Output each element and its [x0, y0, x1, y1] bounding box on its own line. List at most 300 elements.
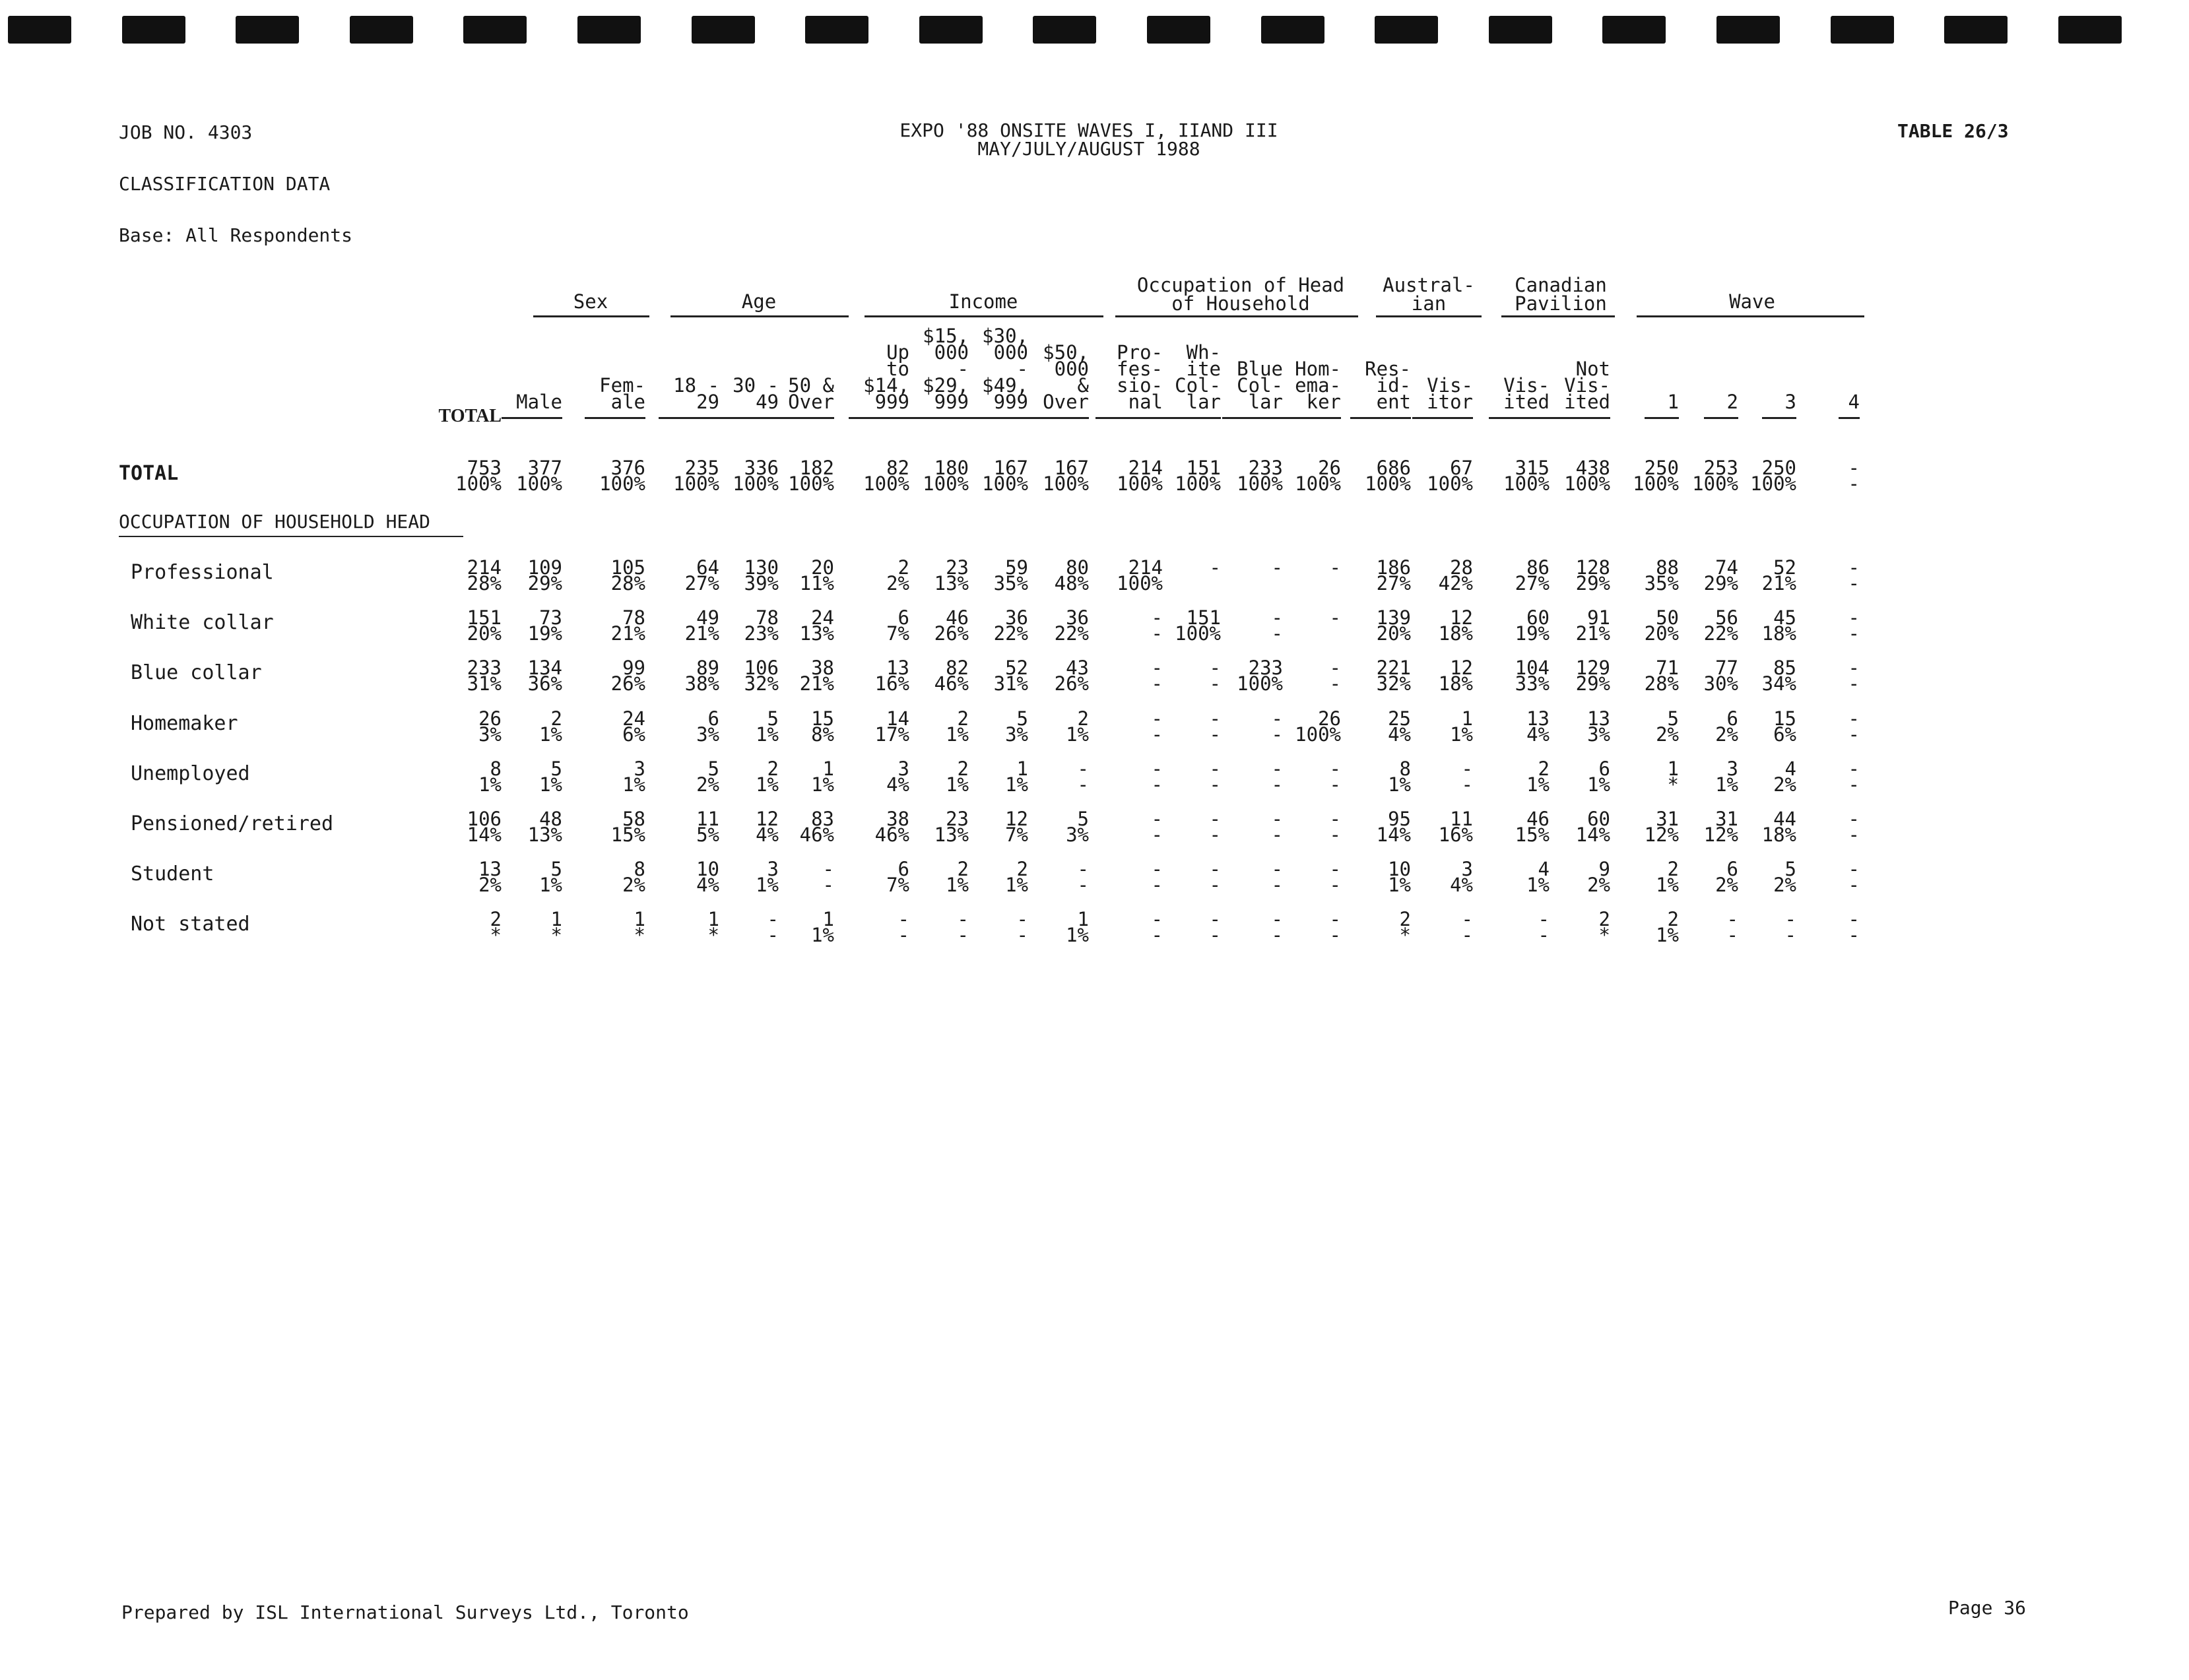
total-cell-visitor: 67 100%: [1427, 457, 1473, 495]
section-title: CLASSIFICATION DATA: [119, 173, 331, 195]
total-row-label: TOTAL: [119, 462, 179, 485]
row-cell-not-visited: 2 *: [1598, 908, 1610, 947]
row-cell-male: 5 1%: [539, 858, 562, 897]
row-cell-white-collar: -: [1209, 556, 1221, 579]
row-cell-female: 8 2%: [622, 858, 645, 897]
row-cell-income-50000-over: 2 1%: [1066, 707, 1089, 746]
row-cell-total: 233 31%: [467, 657, 502, 695]
row-cell-age-50-over: 24 13%: [799, 606, 834, 645]
group-canadian: [1498, 276, 1623, 313]
row-cell-wave-1: 5 2%: [1656, 707, 1679, 746]
punch-hole: [350, 16, 413, 44]
column-rule-visitor: [1412, 417, 1473, 419]
row-cell-wave-3: 85 34%: [1761, 657, 1796, 695]
row-cell-income-15000-29999: 2 1%: [946, 858, 969, 897]
report-title-line2: MAY/JULY/AUGUST 1988: [977, 138, 1200, 160]
row-label: Student: [131, 862, 214, 886]
total-cell-age-18-29: 235 100%: [673, 457, 719, 495]
row-cell-income-15000-29999: 23 13%: [934, 556, 969, 595]
group-occupation: [1115, 276, 1366, 313]
punch-hole: [1261, 16, 1324, 44]
row-cell-age-50-over: 20 11%: [799, 556, 834, 595]
punch-hole-strip: [0, 12, 2189, 51]
row-cell-wave-4: - -: [1848, 707, 1860, 746]
row-cell-wave-2: 3 1%: [1715, 757, 1738, 796]
report-title: [726, 121, 1452, 158]
row-cell-white-collar: - -: [1209, 657, 1221, 695]
row-cell-visitor: 28 42%: [1438, 556, 1473, 595]
group-sex-underline: [533, 315, 649, 317]
punch-hole: [919, 16, 983, 44]
row-cell-wave-4: - -: [1848, 858, 1860, 897]
column-header-income-15000-29999: $15, 000 - $29, 999: [923, 325, 969, 413]
column-rule-white-collar: [1160, 417, 1221, 419]
total-cell-white-collar: 151 100%: [1175, 457, 1221, 495]
group-occupation-line2: of Household: [1171, 292, 1310, 315]
row-cell-resident: 186 27%: [1376, 556, 1411, 595]
punch-hole: [1944, 16, 2008, 44]
row-cell-age-50-over: - -: [822, 858, 834, 897]
group-canadian-underline: [1501, 315, 1615, 317]
column-header-total: TOTAL: [438, 406, 502, 426]
row-cell-male: 109 29%: [527, 556, 562, 595]
row-cell-homemaker: - -: [1329, 908, 1341, 947]
job-number: JOB NO. 4303: [119, 121, 253, 143]
row-cell-total: 2 *: [490, 908, 502, 947]
row-cell-income-50000-over: 80 48%: [1054, 556, 1089, 595]
row-cell-professional: - -: [1151, 808, 1163, 846]
section-heading: OCCUPATION OF HOUSEHOLD HEAD: [119, 511, 431, 533]
column-rule-wave-1: [1645, 417, 1679, 419]
row-cell-female: 24 6%: [622, 707, 645, 746]
row-cell-homemaker: - -: [1329, 808, 1341, 846]
row-cell-income-15000-29999: - -: [957, 908, 969, 947]
row-cell-visitor: 12 18%: [1438, 657, 1473, 695]
column-rule-visited: [1489, 417, 1550, 419]
punch-hole: [1147, 16, 1210, 44]
group-age: Age: [741, 290, 777, 313]
row-cell-male: 1 *: [550, 908, 562, 947]
column-header-age-30-49: 30 - 49: [733, 374, 779, 413]
row-cell-age-50-over: 83 46%: [799, 808, 834, 846]
row-cell-age-30-49: - -: [767, 908, 779, 947]
column-rule-wave-3: [1762, 417, 1796, 419]
punch-hole: [463, 16, 527, 44]
column-rule-resident: [1350, 417, 1411, 419]
column-header-income-30000-49999: $30, 000 - $49, 999: [982, 325, 1028, 413]
row-cell-income-30000-49999: 2 1%: [1005, 858, 1028, 897]
column-header-visited: Vis- ited: [1503, 374, 1550, 413]
punch-hole: [2058, 16, 2122, 44]
row-cell-income-up-to-14999: 14 17%: [874, 707, 909, 746]
row-cell-not-visited: 129 29%: [1575, 657, 1610, 695]
row-cell-wave-3: - -: [1784, 908, 1796, 947]
row-cell-income-15000-29999: 23 13%: [934, 808, 969, 846]
group-wave: Wave: [1729, 290, 1775, 313]
row-cell-income-50000-over: 1 1%: [1066, 908, 1089, 947]
base-note: Base: All Respondents: [119, 224, 353, 246]
row-cell-white-collar: 151 100%: [1175, 606, 1221, 645]
row-cell-wave-2: 6 2%: [1715, 858, 1738, 897]
row-cell-age-50-over: 38 21%: [799, 657, 834, 695]
row-cell-wave-1: 71 28%: [1644, 657, 1679, 695]
row-cell-age-30-49: 12 4%: [756, 808, 779, 846]
total-cell-not-visited: 438 100%: [1564, 457, 1610, 495]
row-cell-blue-collar: - -: [1271, 707, 1283, 746]
row-cell-professional: - -: [1151, 858, 1163, 897]
row-cell-age-30-49: 5 1%: [756, 707, 779, 746]
punch-hole: [1033, 16, 1096, 44]
row-cell-wave-3: 15 6%: [1773, 707, 1796, 746]
row-cell-homemaker: -: [1329, 556, 1341, 579]
row-cell-total: 13 2%: [478, 858, 502, 897]
row-cell-female: 105 28%: [610, 556, 645, 595]
row-cell-visitor: - -: [1461, 908, 1473, 947]
row-cell-income-30000-49999: 59 35%: [993, 556, 1028, 595]
column-header-female: Fem- ale: [599, 374, 645, 413]
row-cell-income-30000-49999: 5 3%: [1005, 707, 1028, 746]
row-label: White collar: [131, 611, 274, 635]
group-australian: [1366, 276, 1491, 313]
column-header-blue-collar: Blue Col- lar: [1237, 358, 1283, 413]
row-cell-female: 3 1%: [622, 757, 645, 796]
row-cell-white-collar: - -: [1209, 707, 1221, 746]
total-cell-visited: 315 100%: [1503, 457, 1550, 495]
punch-hole: [8, 16, 71, 44]
group-wave-underline: [1637, 315, 1864, 317]
row-cell-age-30-49: 2 1%: [756, 757, 779, 796]
row-cell-resident: 25 4%: [1388, 707, 1411, 746]
row-cell-wave-1: 1 *: [1667, 757, 1679, 796]
column-rule-age-50-over: [773, 417, 834, 419]
row-cell-blue-collar: -: [1271, 556, 1283, 579]
row-cell-male: 2 1%: [539, 707, 562, 746]
group-canadian-line2: Pavilion: [1515, 292, 1607, 315]
row-cell-female: 1 *: [634, 908, 645, 947]
row-cell-white-collar: - -: [1209, 808, 1221, 846]
total-cell-income-30000-49999: 167 100%: [982, 457, 1028, 495]
row-cell-visited: 46 15%: [1515, 808, 1550, 846]
row-cell-visited: 2 1%: [1526, 757, 1550, 796]
total-cell-wave-3: 250 100%: [1750, 457, 1796, 495]
row-cell-total: 8 1%: [478, 757, 502, 796]
group-australian-line1: Austral-: [1383, 274, 1475, 296]
row-cell-resident: 8 1%: [1388, 757, 1411, 796]
row-cell-professional: - -: [1151, 606, 1163, 645]
column-header-male: Male: [516, 391, 562, 413]
row-cell-visited: 104 33%: [1515, 657, 1550, 695]
row-label: Homemaker: [131, 711, 238, 735]
total-cell-homemaker: 26 100%: [1295, 457, 1341, 495]
row-cell-male: 5 1%: [539, 757, 562, 796]
row-cell-age-18-29: 89 38%: [684, 657, 719, 695]
punch-hole: [577, 16, 641, 44]
column-header-resident: Res- id- ent: [1365, 358, 1411, 413]
row-cell-resident: 2 *: [1399, 908, 1411, 947]
row-cell-visitor: - -: [1461, 757, 1473, 796]
row-cell-total: 26 3%: [478, 707, 502, 746]
row-cell-male: 73 19%: [527, 606, 562, 645]
total-cell-professional: 214 100%: [1117, 457, 1163, 495]
row-cell-wave-4: - -: [1848, 556, 1860, 595]
column-rule-income-15000-29999: [908, 417, 969, 419]
group-australian-underline: [1376, 315, 1482, 317]
row-cell-income-50000-over: 5 3%: [1066, 808, 1089, 846]
row-cell-wave-2: 74 29%: [1703, 556, 1738, 595]
row-cell-wave-3: 45 18%: [1761, 606, 1796, 645]
row-cell-wave-4: - -: [1848, 657, 1860, 695]
row-cell-age-50-over: 1 1%: [811, 908, 834, 947]
row-cell-professional: - -: [1151, 908, 1163, 947]
row-cell-professional: - -: [1151, 657, 1163, 695]
row-cell-blue-collar: - -: [1271, 808, 1283, 846]
row-cell-not-visited: 60 14%: [1575, 808, 1610, 846]
row-label: Not stated: [131, 913, 250, 936]
row-cell-resident: 139 20%: [1376, 606, 1411, 645]
row-cell-income-up-to-14999: 2 2%: [886, 556, 909, 595]
row-cell-income-up-to-14999: 38 46%: [874, 808, 909, 846]
row-cell-wave-2: 56 22%: [1703, 606, 1738, 645]
row-cell-wave-1: 50 20%: [1644, 606, 1679, 645]
punch-hole: [1716, 16, 1780, 44]
punch-hole: [1375, 16, 1438, 44]
row-cell-female: 58 15%: [610, 808, 645, 846]
column-header-wave-3: 3: [1784, 391, 1796, 413]
row-cell-income-30000-49999: 52 31%: [993, 657, 1028, 695]
punch-hole: [1602, 16, 1666, 44]
column-rule-income-30000-49999: [967, 417, 1028, 419]
row-cell-visitor: 11 16%: [1438, 808, 1473, 846]
row-cell-blue-collar: - -: [1271, 858, 1283, 897]
total-cell-resident: 686 100%: [1365, 457, 1411, 495]
column-rule-female: [585, 417, 645, 419]
punch-hole: [1831, 16, 1894, 44]
row-cell-income-50000-over: - -: [1077, 858, 1089, 897]
row-cell-white-collar: - -: [1209, 908, 1221, 947]
row-cell-wave-4: - -: [1848, 757, 1860, 796]
row-cell-visitor: 1 1%: [1450, 707, 1473, 746]
column-rule-male: [502, 417, 562, 419]
row-cell-age-18-29: 1 *: [707, 908, 719, 947]
total-cell-male: 377 100%: [516, 457, 562, 495]
punch-hole: [692, 16, 755, 44]
row-cell-income-up-to-14999: - -: [898, 908, 909, 947]
table-number: TABLE 26/3: [1897, 120, 2009, 142]
row-cell-wave-4: - -: [1848, 908, 1860, 947]
row-cell-wave-3: 52 21%: [1761, 556, 1796, 595]
total-cell-wave-2: 253 100%: [1692, 457, 1738, 495]
column-header-white-collar: Wh- ite Col- lar: [1175, 341, 1221, 413]
row-cell-visitor: 3 4%: [1450, 858, 1473, 897]
row-cell-wave-3: 5 2%: [1773, 858, 1796, 897]
row-cell-homemaker: -: [1329, 606, 1341, 630]
row-cell-age-18-29: 64 27%: [684, 556, 719, 595]
row-cell-visited: 86 27%: [1515, 556, 1550, 595]
row-cell-wave-3: 44 18%: [1761, 808, 1796, 846]
row-cell-blue-collar: - -: [1271, 606, 1283, 645]
total-cell-wave-1: 250 100%: [1633, 457, 1679, 495]
row-cell-total: 106 14%: [467, 808, 502, 846]
column-rule-age-18-29: [659, 417, 719, 419]
column-header-not-visited: Not Vis- ited: [1564, 358, 1610, 413]
column-rule-professional: [1095, 417, 1163, 419]
row-label: Blue collar: [131, 661, 262, 685]
row-cell-age-18-29: 6 3%: [696, 707, 719, 746]
row-cell-not-visited: 91 21%: [1575, 606, 1610, 645]
row-cell-wave-1: 88 35%: [1644, 556, 1679, 595]
row-cell-age-18-29: 11 5%: [696, 808, 719, 846]
row-cell-age-18-29: 49 21%: [684, 606, 719, 645]
row-cell-homemaker: - -: [1329, 757, 1341, 796]
row-cell-wave-4: - -: [1848, 808, 1860, 846]
column-rule-wave-4: [1839, 417, 1860, 419]
row-cell-not-visited: 128 29%: [1575, 556, 1610, 595]
row-cell-professional: 214 100%: [1117, 556, 1163, 595]
column-header-wave-1: 1: [1667, 391, 1679, 413]
column-header-income-50000-over: $50, 000 & Over: [1043, 341, 1089, 413]
row-cell-income-30000-49999: 12 7%: [1005, 808, 1028, 846]
row-cell-white-collar: - -: [1209, 858, 1221, 897]
row-cell-white-collar: - -: [1209, 757, 1221, 796]
row-cell-income-50000-over: - -: [1077, 757, 1089, 796]
row-cell-wave-4: - -: [1848, 606, 1860, 645]
row-cell-resident: 95 14%: [1376, 808, 1411, 846]
total-cell-income-50000-over: 167 100%: [1043, 457, 1089, 495]
row-cell-professional: - -: [1151, 707, 1163, 746]
row-cell-visited: 4 1%: [1526, 858, 1550, 897]
group-sex: Sex: [573, 290, 608, 313]
punch-hole: [122, 16, 185, 44]
row-cell-age-30-49: 3 1%: [756, 858, 779, 897]
column-rule-wave-2: [1704, 417, 1738, 419]
prepared-by: Prepared by ISL International Surveys Ltd., Toronto: [121, 1601, 689, 1623]
row-cell-wave-1: 2 1%: [1656, 908, 1679, 947]
group-canadian-line1: Canadian: [1515, 274, 1607, 296]
row-cell-income-15000-29999: 46 26%: [934, 606, 969, 645]
row-cell-wave-1: 2 1%: [1656, 858, 1679, 897]
column-header-age-18-29: 18 - 29: [673, 374, 719, 413]
group-occupation-line1: Occupation of Head: [1136, 274, 1345, 296]
column-header-professional: Pro- fes- sio- nal: [1117, 341, 1163, 413]
total-cell-income-up-to-14999: 82 100%: [863, 457, 909, 495]
row-cell-homemaker: 26 100%: [1295, 707, 1341, 746]
total-cell-female: 376 100%: [599, 457, 645, 495]
row-label: Pensioned/retired: [131, 812, 334, 835]
row-cell-wave-1: 31 12%: [1644, 808, 1679, 846]
column-rule-income-50000-over: [1028, 417, 1089, 419]
column-header-visitor: Vis- itor: [1427, 374, 1473, 413]
column-rule-not-visited: [1550, 417, 1610, 419]
row-cell-not-visited: 9 2%: [1587, 858, 1610, 897]
row-cell-total: 214 28%: [467, 556, 502, 595]
row-cell-income-up-to-14999: 6 7%: [886, 858, 909, 897]
column-rule-income-up-to-14999: [849, 417, 909, 419]
row-cell-income-50000-over: 36 22%: [1054, 606, 1089, 645]
total-cell-total: 753 100%: [455, 457, 502, 495]
column-header-wave-4: 4: [1848, 391, 1860, 413]
row-cell-age-18-29: 10 4%: [696, 858, 719, 897]
column-header-income-up-to-14999: Up to $14, 999: [863, 341, 909, 413]
row-cell-age-30-49: 130 39%: [744, 556, 779, 595]
row-cell-income-15000-29999: 82 46%: [934, 657, 969, 695]
row-cell-resident: 10 1%: [1388, 858, 1411, 897]
row-cell-age-50-over: 1 1%: [811, 757, 834, 796]
row-cell-professional: - -: [1151, 757, 1163, 796]
column-header-age-50-over: 50 & Over: [788, 374, 834, 413]
row-cell-not-visited: 6 1%: [1587, 757, 1610, 796]
row-cell-age-50-over: 15 8%: [811, 707, 834, 746]
row-cell-wave-2: 77 30%: [1703, 657, 1738, 695]
total-cell-age-50-over: 182 100%: [788, 457, 834, 495]
column-rule-age-30-49: [718, 417, 779, 419]
punch-hole: [805, 16, 868, 44]
row-cell-income-30000-49999: - -: [1016, 908, 1028, 947]
row-cell-income-up-to-14999: 3 4%: [886, 757, 909, 796]
row-cell-income-30000-49999: 1 1%: [1005, 757, 1028, 796]
column-header-wave-2: 2: [1726, 391, 1738, 413]
row-cell-male: 48 13%: [527, 808, 562, 846]
row-cell-resident: 221 32%: [1376, 657, 1411, 695]
row-cell-female: 99 26%: [610, 657, 645, 695]
column-header-homemaker: Hom- ema- ker: [1295, 358, 1341, 413]
row-cell-visitor: 12 18%: [1438, 606, 1473, 645]
report-title-line1: EXPO '88 ONSITE WAVES I, IIAND III: [899, 119, 1278, 141]
row-cell-age-30-49: 106 32%: [744, 657, 779, 695]
column-rule-blue-collar: [1222, 417, 1283, 419]
row-cell-visited: 60 19%: [1515, 606, 1550, 645]
section-heading-underline: [119, 536, 463, 537]
punch-hole: [1489, 16, 1552, 44]
total-cell-blue-collar: 233 100%: [1237, 457, 1283, 495]
group-income: Income: [948, 290, 1018, 313]
total-cell-age-30-49: 336 100%: [733, 457, 779, 495]
total-cell-income-15000-29999: 180 100%: [923, 457, 969, 495]
row-cell-wave-2: 6 2%: [1715, 707, 1738, 746]
row-label: Unemployed: [131, 761, 250, 785]
row-cell-homemaker: - -: [1329, 858, 1341, 897]
row-cell-age-18-29: 5 2%: [696, 757, 719, 796]
group-income-underline: [865, 315, 1103, 317]
row-cell-not-visited: 13 3%: [1587, 707, 1610, 746]
row-cell-income-50000-over: 43 26%: [1054, 657, 1089, 695]
row-cell-blue-collar: - -: [1271, 757, 1283, 796]
group-occupation-underline: [1115, 315, 1358, 317]
row-cell-income-up-to-14999: 6 7%: [886, 606, 909, 645]
row-cell-wave-2: 31 12%: [1703, 808, 1738, 846]
row-label: Professional: [131, 561, 274, 584]
group-australian-line2: ian: [1411, 292, 1447, 315]
total-cell-wave-4: - -: [1848, 457, 1860, 495]
row-cell-income-15000-29999: 2 1%: [946, 707, 969, 746]
group-age-underline: [670, 315, 849, 317]
row-cell-homemaker: - -: [1329, 657, 1341, 695]
row-cell-blue-collar: 233 100%: [1237, 657, 1283, 695]
row-cell-income-up-to-14999: 13 16%: [874, 657, 909, 695]
row-cell-age-30-49: 78 23%: [744, 606, 779, 645]
punch-hole: [236, 16, 299, 44]
row-cell-female: 78 21%: [610, 606, 645, 645]
column-rule-homemaker: [1280, 417, 1341, 419]
row-cell-blue-collar: - -: [1271, 908, 1283, 947]
row-cell-total: 151 20%: [467, 606, 502, 645]
row-cell-income-15000-29999: 2 1%: [946, 757, 969, 796]
row-cell-wave-2: - -: [1726, 908, 1738, 947]
row-cell-male: 134 36%: [527, 657, 562, 695]
row-cell-visited: 13 4%: [1526, 707, 1550, 746]
row-cell-wave-3: 4 2%: [1773, 757, 1796, 796]
row-cell-income-30000-49999: 36 22%: [993, 606, 1028, 645]
row-cell-visited: - -: [1538, 908, 1550, 947]
